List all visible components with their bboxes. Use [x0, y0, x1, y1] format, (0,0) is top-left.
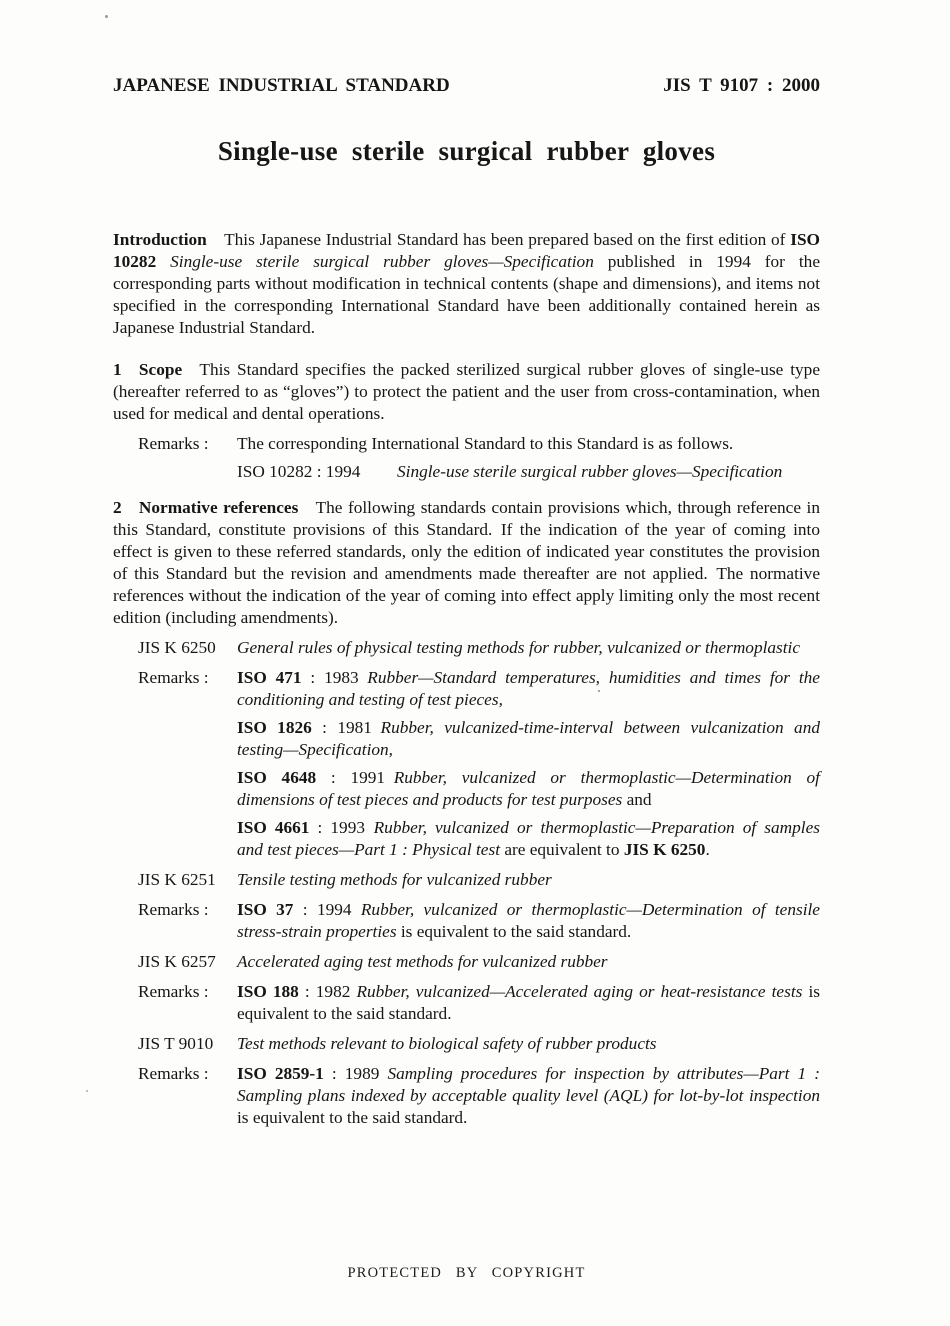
remarks-label: Remarks : — [138, 982, 209, 1001]
jis-reference-row — [138, 869, 820, 891]
remarks-label: Remarks : — [138, 1064, 209, 1083]
scan-artifact-dot — [105, 15, 108, 18]
document-title: Single-use sterile surgical rubber gloves — [217, 136, 716, 166]
remarks-label: Remarks : — [138, 668, 209, 687]
jis-reference-title: Tensile testing methods for vulcanized rubber — [237, 870, 552, 889]
iso-remark-paragraph: ISO 1826 : 1981 Rubber, vulcanized-time-interval between vulcanization and testing—Specification, — [237, 718, 820, 759]
jis-reference-title: General rules of physical testing methods for rubber, vulcanized or thermoplastic — [237, 638, 801, 657]
remarks-content — [237, 899, 820, 943]
remarks-content — [237, 981, 820, 1025]
scope-remarks-block — [138, 433, 820, 483]
normative-references-paragraph: 2 Normative references The following standards contain provisions which, through reference in this Standard, constitute provisions of this Standard. If the indication of the year of coming into effect is given to these referred standards, only the edition of indicated year constitutes the provision of this Standard but the revision and amendments made thereafter are not applied. The normative references without the indication of the year of coming into effect apply limiting only the most recent edition (including amendments). — [113, 498, 820, 627]
remarks-block — [138, 1063, 820, 1129]
scope-paragraph: 1 Scope This Standard specifies the packed sterilized surgical rubber gloves of single-use type (hereafter referred to as “gloves”) to protect the patient and the user from cross-contamination, when used for medical and dental operations. — [113, 360, 820, 423]
iso-remark-paragraph: ISO 37 : 1994 Rubber, vulcanized or thermoplastic—Determination of tensile stress-strain properties is equivalent to the said standard. — [237, 900, 820, 941]
iso-remark-paragraph: ISO 188 : 1982 Rubber, vulcanized—Accelerated aging or heat-resistance tests is equivalent to the said standard. — [237, 982, 820, 1023]
iso-remark-paragraph: ISO 4661 : 1993 Rubber, vulcanized or thermoplastic—Preparation of samples and test pieces—Part 1 : Physical test are equivalent to JIS K 6250. — [237, 818, 820, 859]
jis-reference-row — [138, 1033, 820, 1055]
jis-reference-number: JIS K 6257 — [138, 952, 216, 971]
jis-reference-number: JIS K 6251 — [138, 870, 216, 889]
remarks-content — [237, 433, 820, 483]
jis-reference-title: Accelerated aging test methods for vulcanized rubber — [237, 952, 608, 971]
remarks-text: The corresponding International Standard to this Standard is as follows. — [237, 434, 734, 453]
copyright-notice: PROTECTED BY COPYRIGHT — [347, 1265, 586, 1281]
jis-reference-title: Test methods relevant to biological safety of rubber products — [237, 1034, 657, 1053]
jis-reference-row — [138, 951, 820, 973]
iso-remark-paragraph: ISO 2859-1 : 1989 Sampling procedures for inspection by attributes—Part 1 : Sampling plans indexed by acceptable quality level (AQL) for lot-by-lot inspection is equivalent to the said standard. — [237, 1064, 820, 1127]
remarks-label: Remarks : — [138, 900, 209, 919]
remarks-block — [138, 667, 820, 861]
jis-reference-number: JIS T 9010 — [138, 1034, 214, 1053]
jis-reference-number: JIS K 6250 — [138, 638, 216, 657]
standard-number: JIS T 9107 : 2000 — [663, 75, 820, 96]
page-header — [113, 75, 820, 97]
iso-reference-number: ISO 10282 : 1994 — [237, 462, 361, 481]
jis-reference-row — [138, 637, 820, 659]
iso-remark-paragraph: ISO 471 : 1983 Rubber—Standard temperatures, humidities and times for the conditioning and testing of test pieces, — [237, 668, 820, 709]
remarks-content — [237, 667, 820, 861]
introduction-paragraph: Introduction This Japanese Industrial Standard has been prepared based on the first edition of ISO 10282 Single-use sterile surgical rubber gloves—Specification published in 1994 for the corresponding parts without modification in technical contents (shape and dimensions), and items not specified in the corresponding International Standard have been additionally contained herein as Japanese Industrial Standard. — [113, 230, 820, 337]
remarks-label: Remarks : — [138, 434, 209, 453]
standard-body-name: JAPANESE INDUSTRIAL STANDARD — [113, 75, 450, 96]
iso-reference-title: Single-use sterile surgical rubber gloves—Specification — [397, 462, 783, 481]
scan-artifact-dot — [598, 690, 600, 692]
remarks-block — [138, 899, 820, 943]
remarks-block — [138, 981, 820, 1025]
iso-reference-row — [237, 461, 820, 483]
scan-artifact-dot — [86, 1090, 88, 1092]
iso-remark-paragraph: ISO 4648 : 1991 Rubber, vulcanized or thermoplastic—Determination of dimensions of test pieces and products for test purposes and — [237, 768, 820, 809]
remarks-content — [237, 1063, 820, 1129]
